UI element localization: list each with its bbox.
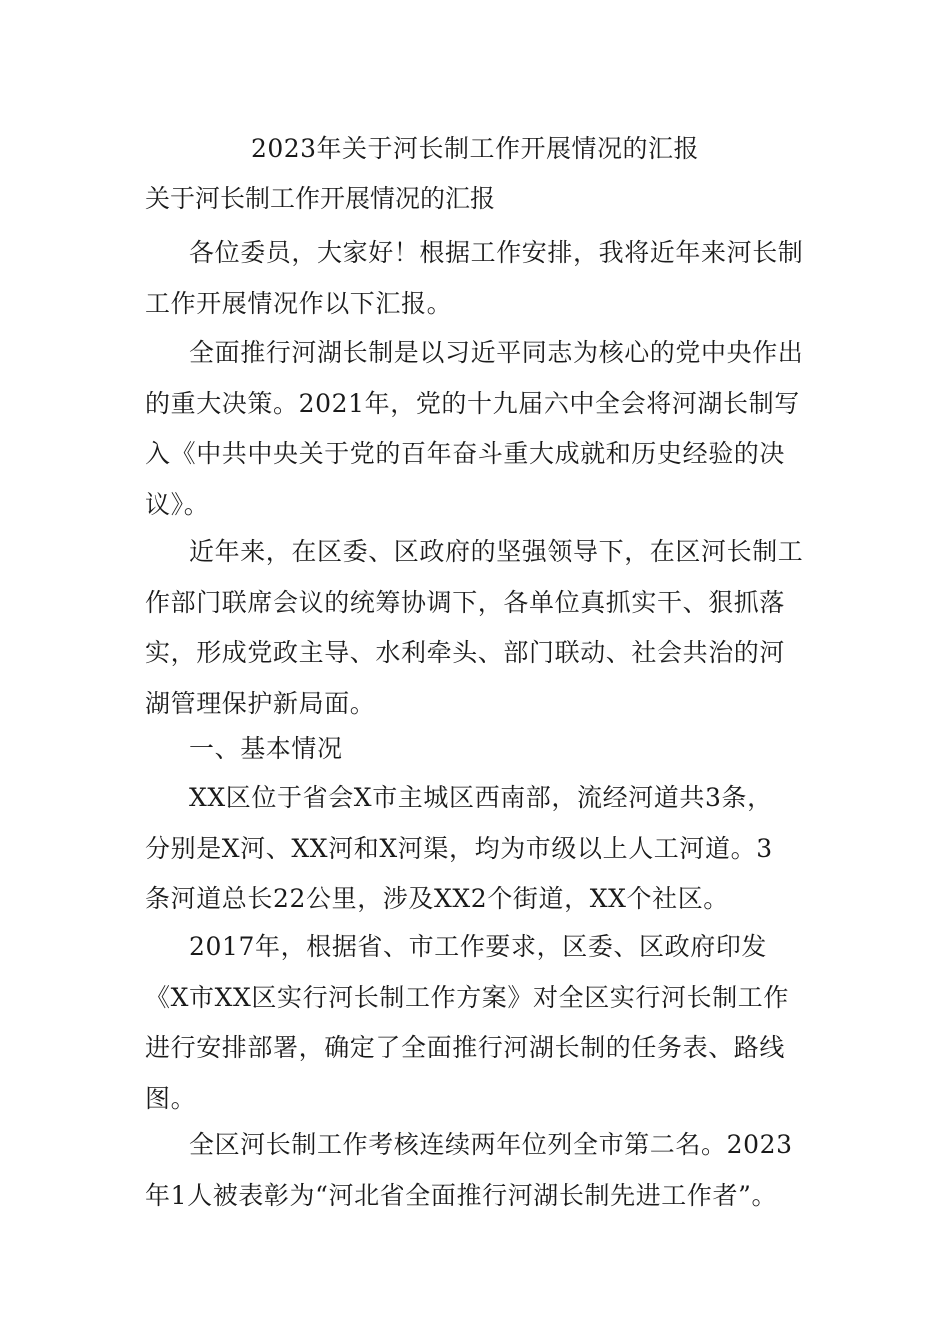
paragraph-line: 的重大决策。2021年，党的十九届六中全会将河湖长制写 (145, 388, 800, 418)
paragraph-line: XX区位于省会X市主城区西南部，流经河道共3条， (189, 783, 773, 812)
paragraph-line: 议》。 (145, 489, 210, 519)
document-title: 2023年关于河长制工作开展情况的汇报 (250, 134, 700, 163)
paragraph-line: 各位委员，大家好！根据工作安排，我将近年来河长制 (189, 238, 804, 267)
paragraph-line: 工作开展情况作以下汇报。 (145, 288, 453, 318)
paragraph-line: 分别是X河、XX河和X河渠，均为市级以上人工河道。3 (145, 833, 773, 863)
paragraph-line: 实，形成党政主导、水利牵头、部门联动、社会共治的河 (145, 638, 786, 667)
paragraph-line: 全面推行河湖长制是以习近平同志为核心的党中央作出 (189, 338, 804, 367)
paragraph-line: 年1人被表彰为“河北省全面推行河湖长制先进工作者”。 (145, 1180, 778, 1210)
paragraph-line: 进行安排部署，确定了全面推行河湖长制的任务表、路线 (145, 1033, 786, 1062)
document-subtitle: 关于河长制工作开展情况的汇报 (145, 184, 496, 213)
paragraph-2017-plan (145, 922, 815, 1124)
section-heading-basic (145, 724, 815, 775)
paragraph-line: 作部门联席会议的统筹协调下，各单位真抓实干、狠抓落 (145, 587, 786, 617)
paragraph-line: 条河道总长22公里，涉及XX2个街道，XX个社区。 (145, 884, 729, 913)
paragraph-line: 湖管理保护新局面。 (145, 688, 376, 718)
paragraph-recent-work (145, 527, 815, 729)
paragraph-basic-info (145, 773, 815, 925)
paragraph-line: 近年来，在区委、区政府的坚强领导下，在区河长制工 (189, 537, 804, 566)
paragraph-policy (145, 328, 815, 530)
paragraph-line: 全区河长制工作考核连续两年位列全市第二名。2023 (189, 1130, 793, 1159)
paragraph-line: 《X市XX区实行河长制工作方案》对全区实行河长制工作 (145, 982, 789, 1012)
paragraph-line: 2017年，根据省、市工作要求，区委、区政府印发 (189, 932, 768, 961)
paragraph-line: 图。 (145, 1083, 197, 1113)
paragraph-greeting (145, 228, 815, 329)
paragraph-line: 入《中共中央关于党的百年奋斗重大成就和历史经验的决 (145, 439, 786, 468)
section-heading-text: 一、基本情况 (189, 734, 343, 763)
paragraph-assessment (145, 1120, 815, 1221)
